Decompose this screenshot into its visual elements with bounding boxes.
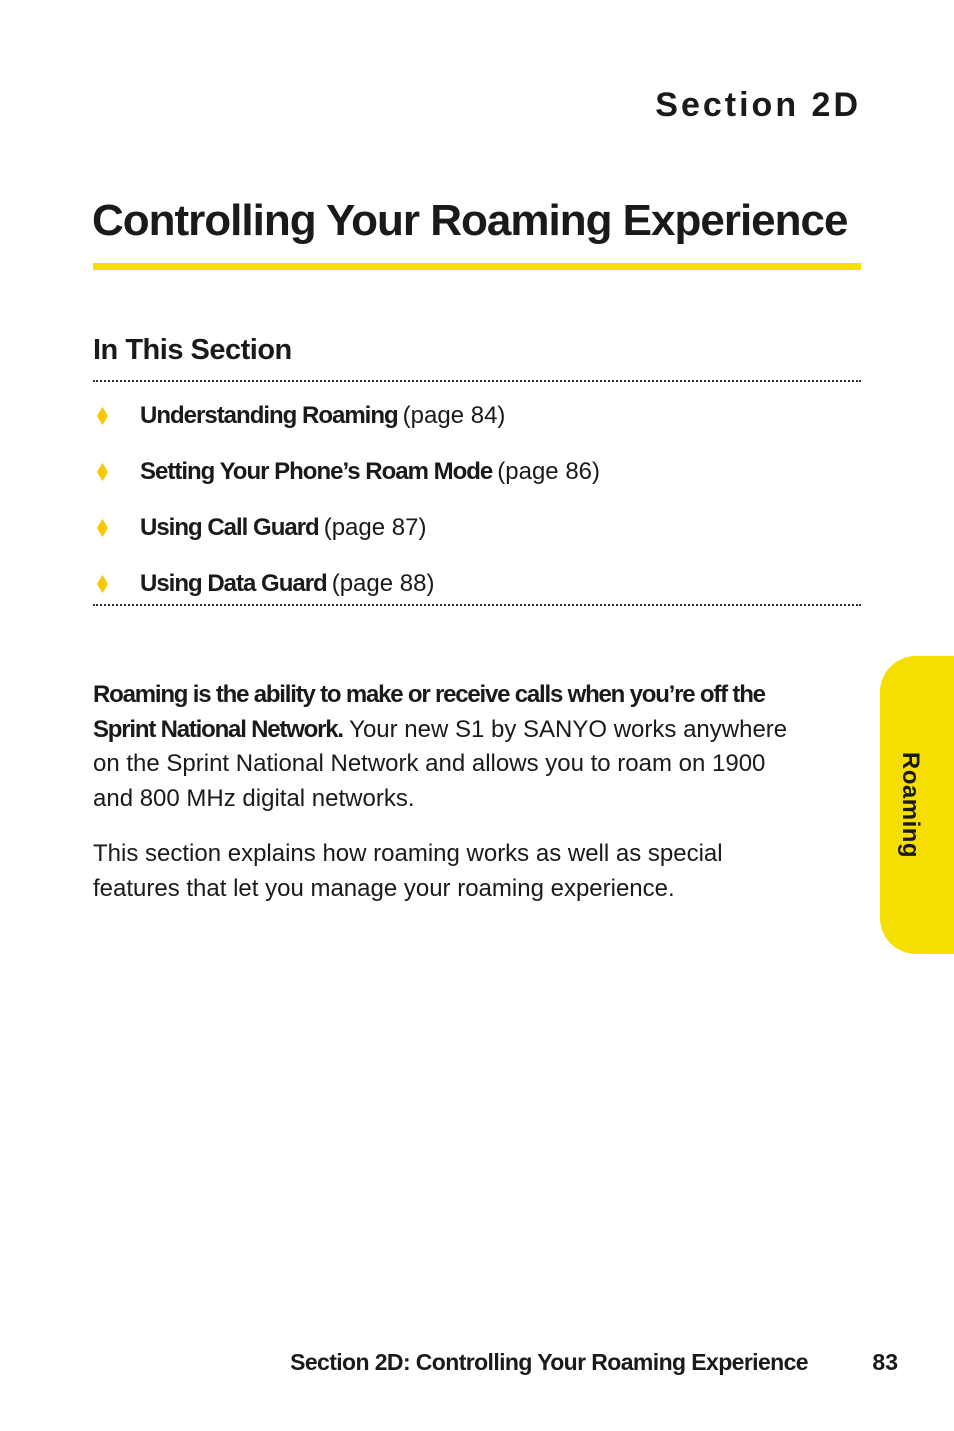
- diamond-bullet-icon: [97, 575, 108, 593]
- toc-item-page: (page 87): [323, 514, 427, 541]
- title-underline: [93, 263, 861, 270]
- list-item[interactable]: [93, 388, 861, 444]
- diamond-bullet-icon: [97, 407, 108, 425]
- explanation-paragraph: This section explains how roaming works as well as special features that let you manage your roaming experience.: [93, 840, 723, 902]
- section-label: Section 2D: [655, 86, 861, 124]
- footer-section-title: Section 2D: Controlling Your Roaming Experience: [290, 1349, 808, 1375]
- page-number: 83: [872, 1349, 898, 1375]
- intro-paragraph: [93, 678, 793, 816]
- intro-text: Your new S1 by SANYO works anywhere on the Sprint National Network and allows you to roam on 1900 and 800 MHz digital networks.: [93, 715, 788, 812]
- section-contents-list: [93, 388, 861, 612]
- list-item[interactable]: [93, 444, 861, 500]
- toc-item-page: (page 84): [402, 402, 506, 429]
- dotted-divider-bottom: [93, 604, 861, 606]
- toc-item-title: Using Data Guard: [140, 570, 327, 597]
- diamond-bullet-icon: [97, 463, 108, 481]
- toc-item-title: Understanding Roaming: [140, 402, 398, 429]
- diamond-bullet-icon: [97, 519, 108, 537]
- toc-item-title: Using Call Guard: [140, 514, 319, 541]
- toc-item-page: (page 88): [331, 570, 435, 597]
- list-item[interactable]: [93, 500, 861, 556]
- dotted-divider-top: [93, 380, 861, 382]
- toc-item-title: Setting Your Phone’s Roam Mode: [140, 458, 493, 485]
- side-tab-label: Roaming: [897, 751, 924, 859]
- intro-lead-bold: Roaming is the ability to make or receive calls when you’re off the Sprint National Network.: [93, 681, 765, 743]
- in-this-section-heading: In This Section: [93, 334, 292, 366]
- chapter-title: Controlling Your Roaming Experience: [92, 196, 848, 245]
- toc-item-page: (page 86): [497, 458, 601, 485]
